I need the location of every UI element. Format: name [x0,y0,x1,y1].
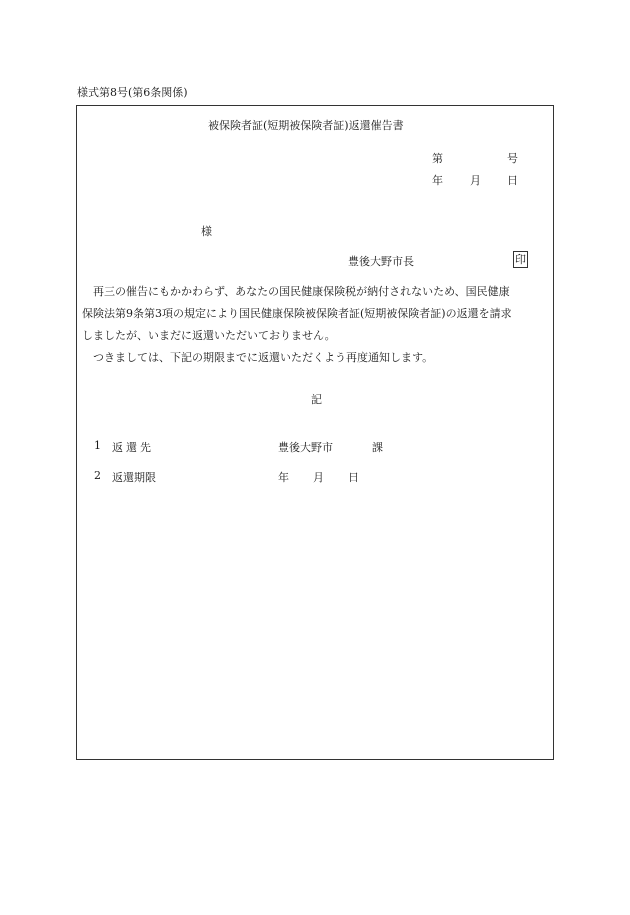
return-destination-section-suffix: 課 [372,441,383,454]
body-line: しましたが、いまだに返還いただいておりません。 [82,329,336,342]
issue-date-day: 日 [507,174,518,187]
return-deadline-label: 返還期限 [112,471,156,484]
return-destination-label: 返還先 [112,441,154,454]
issuer-name: 豊後大野市長 [348,255,414,268]
body-line: つきましては、下記の期限までに返還いただくよう再度通知します。 [82,351,434,364]
item-number: 1 [94,439,101,452]
ki-heading: 記 [311,393,322,406]
document-title: 被保険者証(短期被保険者証)返還催告書 [208,119,404,132]
return-deadline-year: 年 [278,471,289,484]
form-frame [76,105,554,760]
item-number: 2 [94,469,101,482]
addressee-honorific: 様 [201,225,212,238]
body-text [82,281,552,369]
document-number-prefix: 第 [432,152,443,165]
document-number-suffix: 号 [507,152,518,165]
return-deadline-month: 月 [313,471,324,484]
form-number-label: 様式第8号(第6条関係) [77,86,188,99]
return-deadline-day: 日 [348,471,359,484]
issue-date-month: 月 [470,174,481,187]
issue-date-year: 年 [432,174,443,187]
body-line: 保険法第9条第3項の規定により国民健康保険被保険者証(短期被保険者証)の返還を請求 [82,307,512,320]
body-line: 再三の催告にもかかわらず、あなたの国民健康保険税が納付されないため、国民健康 [82,285,510,298]
seal-mark: 印 [515,253,526,266]
return-destination-value: 豊後大野市 [278,441,333,454]
